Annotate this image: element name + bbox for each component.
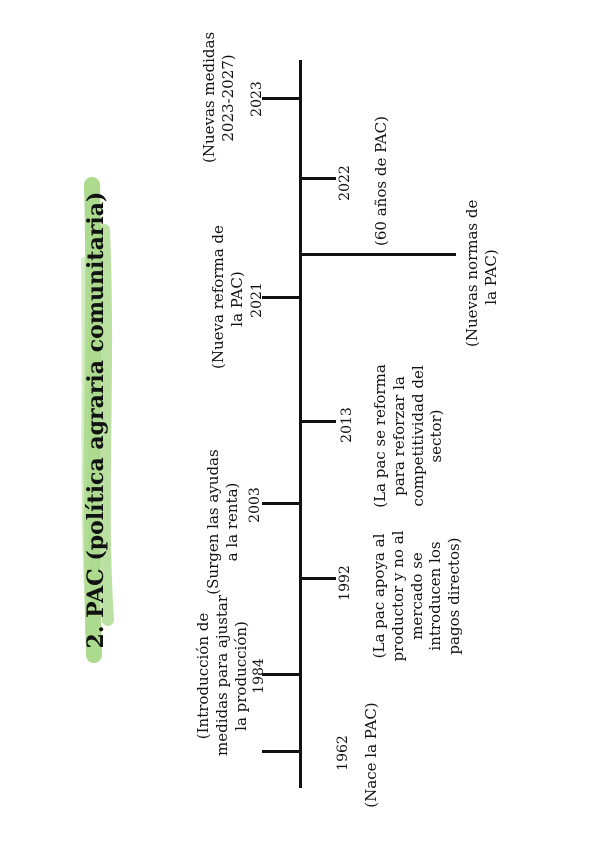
page-title: 2. PAC (política agraria comunitaria): [83, 191, 109, 649]
desc-1992: (La pac apoya al productor y no al mercado se introducen los pagos directos): [370, 530, 463, 662]
year-2021: 2021: [249, 282, 265, 318]
year-2023: 2023: [249, 81, 265, 117]
tick-2023: [262, 97, 300, 100]
tick-2022: [300, 177, 336, 180]
year-2013: 2013: [339, 407, 355, 443]
tick-1962: [262, 750, 300, 753]
timeline-axis: [299, 60, 302, 788]
desc-1984: (Introducción de medidas para ajustar la producción): [194, 594, 250, 756]
desc-2022: (60 años de PAC): [372, 116, 390, 246]
year-1962: 1962: [335, 735, 351, 771]
desc-1962: (Nace la PAC): [362, 702, 380, 808]
tick-2003: [262, 502, 300, 505]
year-2003: 2003: [247, 487, 263, 523]
tick-normas: [300, 253, 456, 256]
desc-normas: (Nuevas normas de la PAC): [463, 199, 500, 347]
tick-2021: [262, 296, 300, 299]
tick-2013: [300, 420, 336, 423]
year-1984: 1984: [251, 658, 267, 694]
desc-2003: (Surgen las ayudas a la renta): [204, 449, 241, 595]
year-1992: 1992: [337, 565, 353, 601]
year-2022: 2022: [337, 165, 353, 201]
desc-2013: (La pac se reforma para reforzar la competitividad del sector): [371, 364, 446, 508]
tick-1992: [300, 577, 336, 580]
desc-2021: (Nueva reforma de la PAC): [209, 225, 246, 369]
desc-2023: (Nuevas medidas 2023-2027): [200, 31, 237, 163]
